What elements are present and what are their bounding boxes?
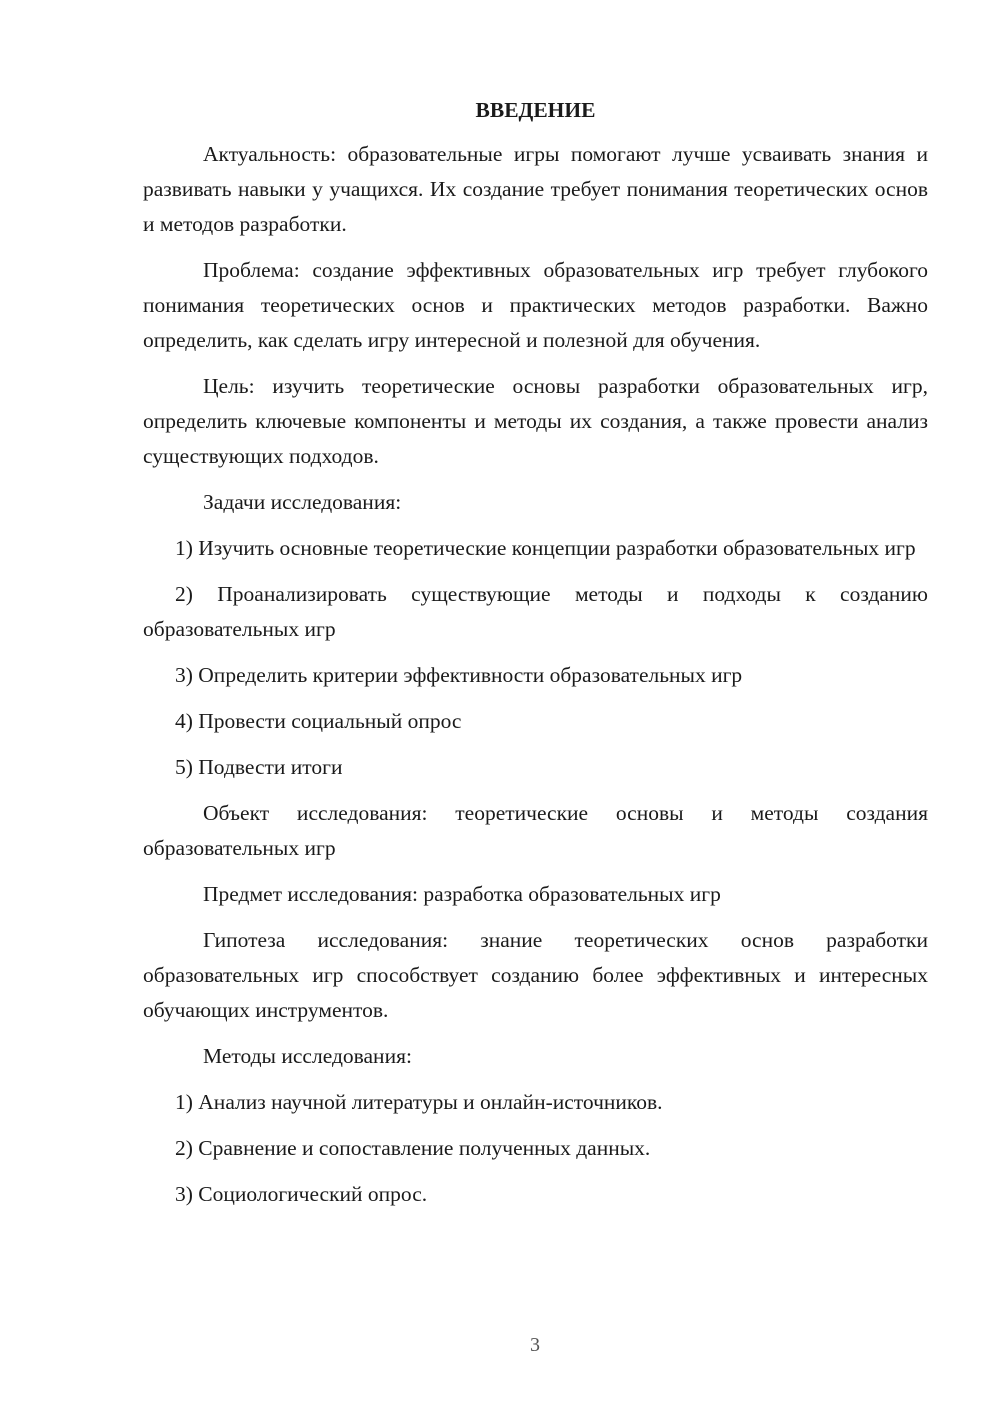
- paragraph-hypothesis: Гипотеза исследования: знание теоретических основ разработки образовательных игр способствует созданию более эффективных и интересных обучающих инструментов.: [143, 928, 928, 1022]
- paragraph-tasks-heading: Задачи исследования:: [203, 490, 402, 514]
- paragraph-problem: Проблема: создание эффективных образовательных игр требует глубокого понимания теоретических основ и практических методов разработки. Важно определить, как сделать игру интересной и полезной для обучения.: [143, 258, 928, 352]
- list-item-method-1: 1) Анализ научной литературы и онлайн-источников.: [175, 1090, 663, 1114]
- list-item-task-3: 3) Определить критерии эффективности образовательных игр: [175, 663, 743, 687]
- list-item-task-2: 2) Проанализировать существующие методы и подходы к созданию образовательных игр: [143, 582, 928, 641]
- paragraph-methods-heading: Методы исследования:: [203, 1044, 412, 1068]
- paragraph-relevance: Актуальность: образовательные игры помогают лучше усваивать знания и развивать навыки у учащихся. Их создание требует понимания теоретических основ и методов разработки.: [143, 142, 928, 236]
- paragraph-goal: Цель: изучить теоретические основы разработки образовательных игр, определить ключевые компоненты и методы их создания, а также провести анализ существующих подходов.: [143, 374, 928, 468]
- list-item-task-1: 1) Изучить основные теоретические концепции разработки образовательных игр: [175, 536, 916, 560]
- list-item-method-3: 3) Социологический опрос.: [175, 1182, 428, 1206]
- list-item-method-2: 2) Сравнение и сопоставление полученных данных.: [175, 1136, 651, 1160]
- section-title: ВВЕДЕНИЕ: [475, 98, 596, 122]
- list-item-task-4: 4) Провести социальный опрос: [175, 709, 462, 733]
- paragraph-subject: Предмет исследования: разработка образовательных игр: [203, 882, 721, 906]
- paragraph-object: Объект исследования: теоретические основы и методы создания образовательных игр: [143, 801, 928, 860]
- page-content: [143, 93, 928, 1223]
- page-number: 3: [530, 1334, 540, 1356]
- list-item-task-5: 5) Подвести итоги: [175, 755, 343, 779]
